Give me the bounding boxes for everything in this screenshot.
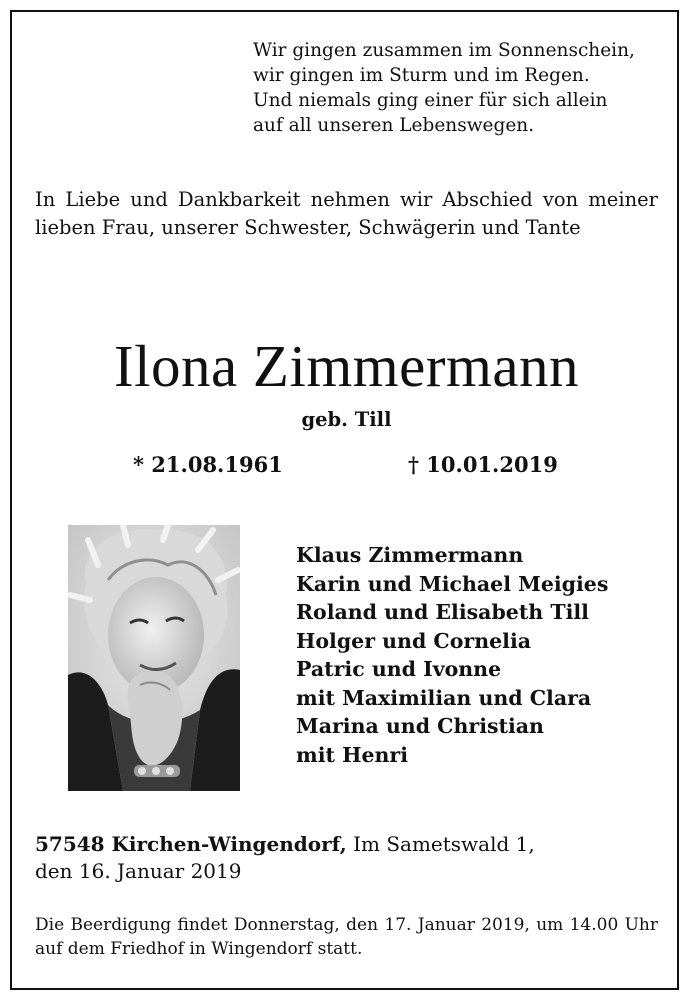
poem-line: wir gingen im Sturm und im Regen. xyxy=(253,65,590,86)
deceased-name: Ilona Zimmermann xyxy=(113,333,580,399)
address-line xyxy=(35,831,535,858)
mourner-line: mit Maximilian und Clara xyxy=(296,685,592,710)
portrait-photo xyxy=(68,525,240,791)
mourner-line: Holger und Cornelia xyxy=(296,628,532,653)
poem xyxy=(253,38,673,138)
poem-line: Wir gingen zusammen im Sonnenschein, xyxy=(253,40,635,61)
mourner-line: Marina und Christian xyxy=(296,714,544,738)
address-date: den 16. Januar 2019 xyxy=(35,859,242,883)
maiden-name: geb. Till xyxy=(301,408,392,431)
intro-text: In Liebe und Dankbarkeit nehmen wir Abschied von meiner lieben Frau, unserer Schwester, Schwägerin und Tante xyxy=(35,188,658,239)
funeral-info: Die Beerdigung findet Donnerstag, den 17. Januar 2019, um 14.00 Uhr auf dem Friedhof in Wingendorf statt. xyxy=(35,915,658,959)
mourner-line: Roland und Elisabeth Till xyxy=(296,600,589,624)
address-city: 57548 Kirchen-Wingendorf, xyxy=(35,832,347,856)
death-date: † 10.01.2019 xyxy=(408,452,558,477)
mourners-list xyxy=(296,541,608,769)
birth-date: * 21.08.1961 xyxy=(133,452,283,477)
address-block xyxy=(35,831,535,885)
mourner-line: Klaus Zimmermann xyxy=(296,543,524,567)
mourner-line: Karin und Michael Meigies xyxy=(296,571,609,596)
mourner-line: Patric und Ivonne xyxy=(296,657,502,681)
address-street: Im Sametswald 1, xyxy=(346,832,535,856)
mourner-line: mit Henri xyxy=(296,742,408,767)
poem-line: auf all unseren Lebenswegen. xyxy=(253,115,535,136)
poem-line: Und niemals ging einer für sich allein xyxy=(253,90,608,111)
